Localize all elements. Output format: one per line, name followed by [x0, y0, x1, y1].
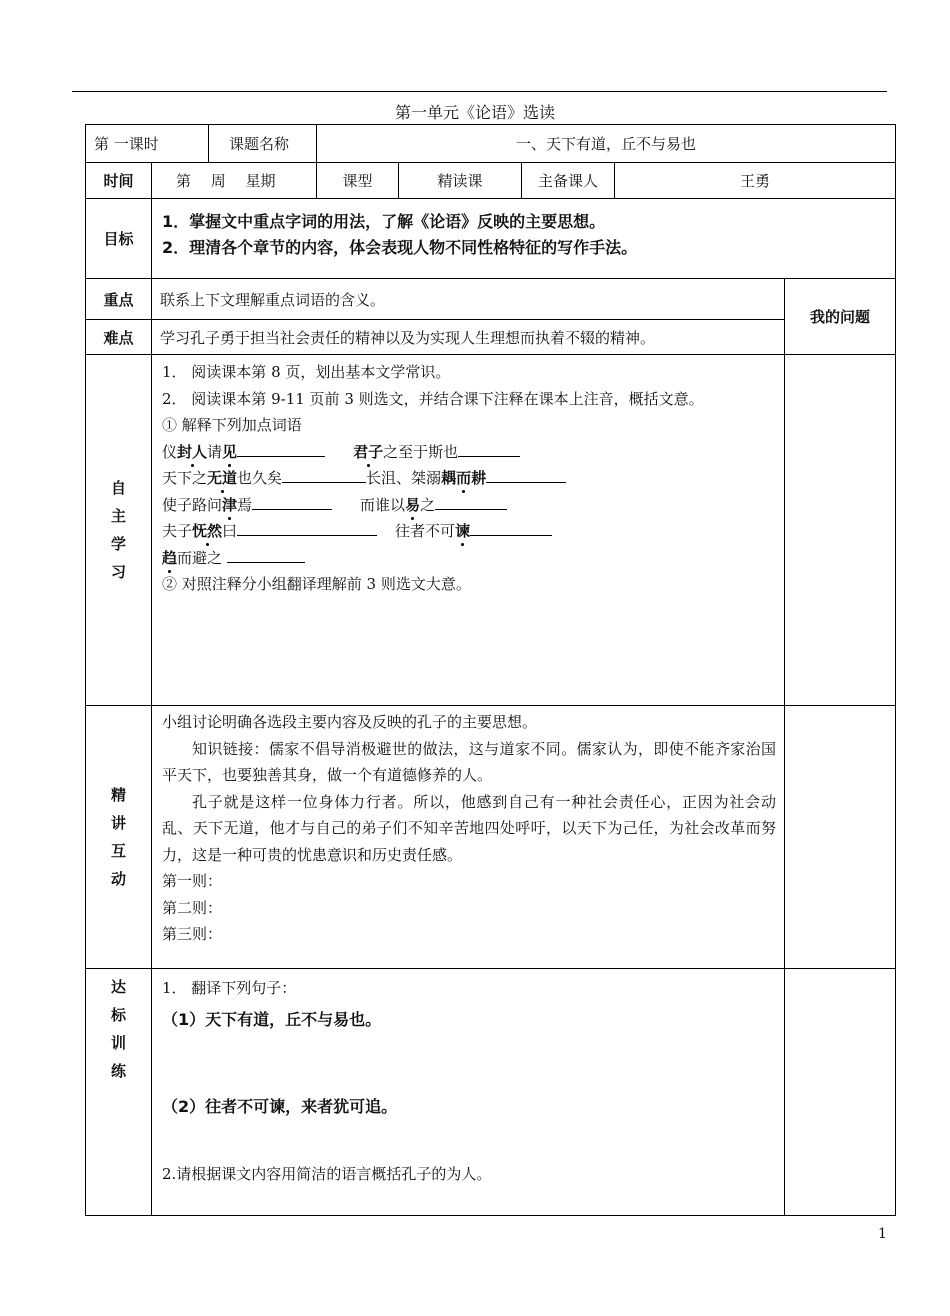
difficulty-content [151, 319, 785, 355]
vocab-row-1 [162, 439, 784, 466]
difficulty-text: 学习孔子勇于担当社会责任的精神以及为实现人生理想而执着不辍的精神。 [160, 328, 656, 347]
question-cell[interactable] [784, 705, 896, 969]
vocab-text: 夫子 [162, 522, 193, 540]
vocab-text: 而谁以 [360, 495, 406, 514]
practice-line-2: 2.请根据课文内容用简洁的语言概括孔子的为人。 [162, 1165, 492, 1183]
answer-blank[interactable] [227, 548, 305, 563]
topic-label: 课题名称 [229, 135, 290, 153]
practice-label: 达 标 训 练 [110, 978, 126, 1080]
page-number: 1 [878, 1226, 887, 1242]
lesson-text: 第 一课时 [94, 135, 159, 153]
vocab-dotted: 怃然 [192, 522, 223, 540]
goal-item-2: 2．理清各个章节的内容，体会表现人物不同性格特征的写作手法。 [162, 238, 638, 257]
vocab-row-3 [162, 492, 784, 519]
top-rule [72, 91, 887, 92]
answer-blank[interactable] [458, 442, 520, 457]
preparer-cell [614, 162, 896, 199]
type-label-cell [316, 162, 399, 199]
my-questions-label: 我的问题 [809, 308, 870, 326]
difficulty-label: 难点 [103, 328, 134, 347]
vocab-text: 请 [207, 442, 223, 461]
self-study-label-cell [85, 354, 152, 706]
page-title: 第一单元《论语》选读 [394, 103, 555, 122]
passage-1: 第一则： [162, 872, 223, 890]
vocab-text: 曰 [222, 522, 238, 540]
type-label: 课型 [342, 172, 373, 190]
preparer-label-cell [521, 162, 615, 199]
practice-label-cell [85, 968, 152, 1216]
vocab-text: 之至于斯也 [383, 442, 459, 461]
vocab-dotted: 易 [405, 495, 421, 514]
vocab-text: 也久矣 [237, 469, 283, 487]
interaction-label: 精 讲 互 动 [110, 786, 126, 888]
week-text: 第 周 星期 [176, 172, 276, 190]
type-value-cell [398, 162, 522, 199]
vocab-text: 仪 [162, 442, 178, 461]
interaction-intro: 小组讨论明确各选段主要内容及反映的孔子的主要思想。 [162, 713, 538, 731]
goal-content [151, 198, 896, 279]
passage-3: 第三则： [162, 925, 223, 943]
vocab-row-5 [162, 545, 784, 572]
vocab-row-4 [162, 518, 784, 545]
my-questions-cell [784, 278, 896, 355]
topic-cell [316, 124, 896, 163]
vocab-dotted: 谏 [455, 522, 471, 540]
topic-label-cell [208, 124, 317, 163]
vocab-dotted: 趋 [162, 548, 178, 567]
vocab-text: 天下之 [162, 469, 208, 487]
answer-blank[interactable] [470, 521, 552, 536]
interaction-label-cell [85, 705, 152, 969]
answer-blank[interactable] [486, 468, 566, 483]
answer-blank[interactable] [237, 442, 325, 457]
practice-content [151, 968, 785, 1216]
vocab-text: 长沮、桀溺 [366, 469, 442, 487]
answer-blank[interactable] [237, 521, 377, 536]
self-study-content [151, 354, 785, 706]
time-label: 时间 [103, 172, 134, 190]
preparer-label: 主备课人 [537, 172, 598, 190]
difficulty-label-cell [85, 319, 152, 355]
vocab-text: 使子路问 [162, 495, 223, 514]
answer-blank[interactable] [282, 468, 366, 483]
self-study-line-2: 2． 阅读课本第 9-11 页前 3 则选文，并结合课下注释在课本上注音，概括文意。 [162, 389, 704, 408]
key-label: 重点 [103, 290, 134, 309]
vocab-dotted: 耦而耕 [441, 469, 487, 487]
type-value: 精读课 [437, 172, 483, 190]
goal-label: 目标 [103, 230, 134, 248]
self-study-line-3: ① 解释下列加点词语 [162, 416, 302, 434]
vocab-text: 之 [420, 495, 436, 514]
answer-blank[interactable] [435, 495, 507, 510]
time-label-cell [85, 162, 152, 199]
week-cell [151, 162, 317, 199]
key-text: 联系上下文理解重点词语的含义。 [160, 290, 386, 309]
vocab-row-2 [162, 465, 784, 492]
practice-line-1: 1． 翻译下列句子： [162, 979, 297, 997]
vocab-dotted: 见 [222, 442, 238, 461]
vocab-text: 而避之 [177, 548, 223, 567]
topic-text: 一、天下有道，丘不与易也 [515, 135, 696, 153]
vocab-dotted: 封人 [177, 442, 208, 461]
vocab-dotted: 无道 [207, 469, 238, 487]
vocab-text: 焉 [237, 495, 253, 514]
self-study-line-4: ② 对照注释分小组翻译理解前 3 则选文大意。 [162, 575, 471, 593]
vocab-dotted: 津 [222, 495, 238, 514]
key-content [151, 278, 785, 320]
knowledge-link: 知识链接：儒家不倡导消极避世的做法，这与道家不同。儒家认为，即使不能齐家治国平天下，也要独善其身，做一个有道德修养的人。 [162, 739, 776, 784]
answer-blank[interactable] [252, 495, 332, 510]
key-label-cell [85, 278, 152, 320]
interaction-paragraph: 孔子就是这样一位身体力行者。所以，他感到自己有一种社会责任心，正因为社会动乱、天下无道，他才与自己的弟子们不知辛苦地四处呼吁，以天下为己任，为社会改革而努力，这是一种可贵的忧患意识和历史责任感。 [162, 792, 776, 864]
lesson-cell [85, 124, 209, 163]
question-cell[interactable] [784, 354, 896, 706]
interaction-content [151, 705, 785, 969]
self-study-line-1: 1． 阅读课本第 8 页，划出基本文学常识。 [162, 363, 451, 381]
goal-label-cell [85, 198, 152, 279]
preparer-name: 王勇 [739, 172, 770, 190]
question-cell[interactable] [784, 968, 896, 1216]
translate-sentence-2: （2）往者不可谏，来者犹可追。 [162, 1097, 398, 1116]
self-study-label: 自 主 学 习 [110, 479, 126, 581]
goal-item-1: 1．掌握文中重点字词的用法，了解《论语》反映的主要思想。 [162, 212, 606, 231]
passage-2: 第二则： [162, 898, 223, 917]
vocab-text: 往者不可 [395, 522, 456, 540]
vocab-dotted: 君子 [353, 442, 384, 461]
translate-sentence-1: （1）天下有道，丘不与易也。 [162, 1010, 382, 1029]
